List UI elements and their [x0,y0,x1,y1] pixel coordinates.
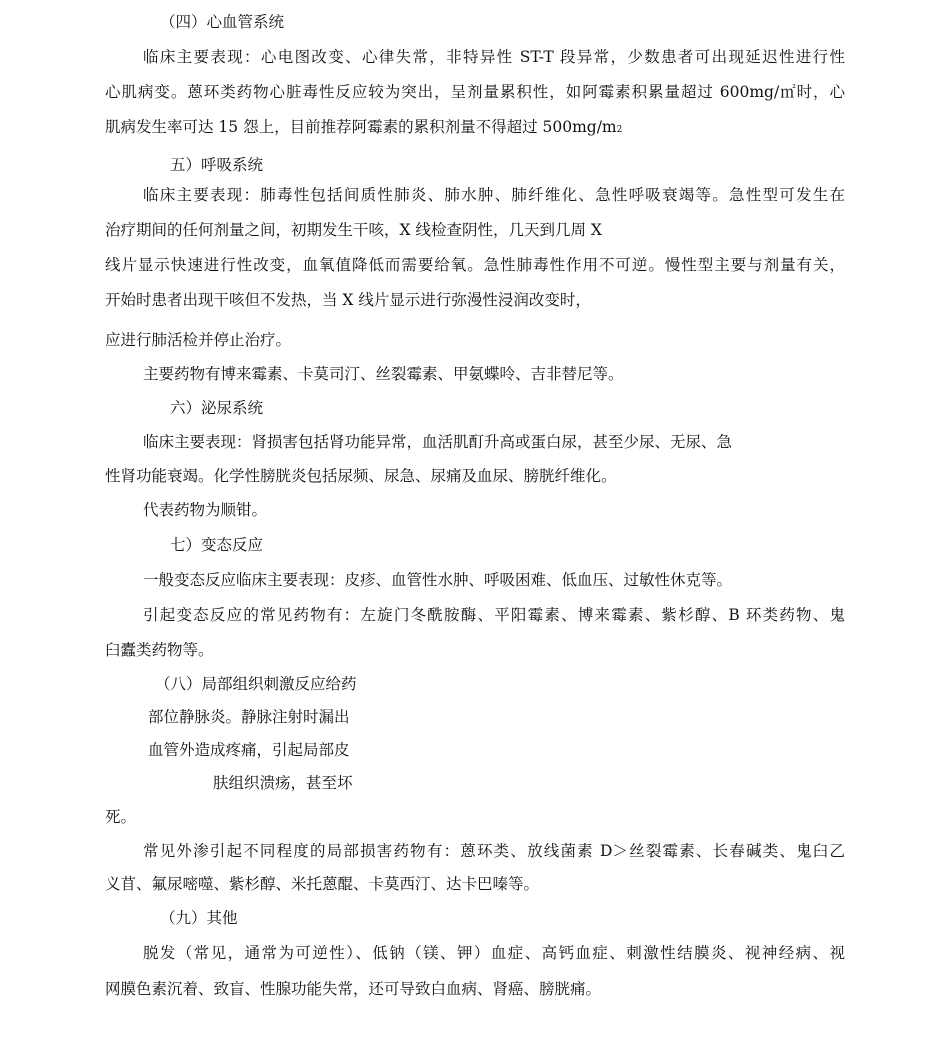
section-heading-respiratory: 五）呼吸系统 [170,156,264,174]
paragraph-line: 临床主要表现：肾损害包括肾功能异常，血活肌酊升高或蛋白尿，甚至少尿、无尿、急 [143,433,733,451]
paragraph-line: 临床主要表现：肺毒性包括间质性肺炎、肺水肿、肺纤维化、急性呼吸衰竭等。急性型可发生在 [143,186,845,204]
section-heading-urinary: 六）泌尿系统 [170,399,264,417]
paragraph-line: 治疗期间的任何剂量之间，初期发生干咳，X 线检查阴性，几天到几周 X [105,221,602,239]
subscript-2: 2 [616,125,623,135]
paragraph-line [105,117,845,140]
paragraph-line: 部位静脉炎。静脉注射时漏出 [148,708,350,726]
paragraph-line: 线片显示快速进行性改变，血氧值降低而需要给氧。急性肺毒性作用不可逆。慢性型主要与剂量有关， [105,256,845,274]
paragraph-line: 应进行肺活检并停止治疗。 [105,331,292,349]
paragraph-line: 心肌病变。蒽环类药物心脏毒性反应较为突出，呈剂量累积性，如阿霉素积累量超过 600mg/㎡时，心 [105,83,845,101]
paragraph-line: 性肾功能衰竭。化学性膀胱炎包括尿频、尿急、尿痛及血尿、膀胱纤维化。 [105,467,617,485]
paragraph-line: 主要药物有博来霉素、卡莫司汀、丝裂霉素、甲氨蝶呤、吉非替尼等。 [143,365,624,383]
section-heading-allergic: 七）变态反应 [170,536,264,554]
paragraph-text: 肌病发生率可达 15 怨上，目前推荐阿霉素的累积剂量不得超过 500mg/m [105,118,617,136]
paragraph-line: 臼蠹类药物等。 [105,641,214,659]
paragraph-line: 开始时患者出现干咳但不发热，当 X 线片显示进行弥漫性浸润改变时， [105,291,591,309]
paragraph-line: 肤组织溃疡，甚至坏 [213,774,353,792]
section-heading-cardiovascular: （四）心血管系统 [160,13,285,31]
paragraph-line: 临床主要表现：心电图改变、心律失常，非特异性 ST-T 段异常，少数患者可出现延迟性进行性 [143,48,845,66]
paragraph-line: 脱发（常见，通常为可逆性）、低钠（镁、钾）血症、高钙血症、刺激性结膜炎、视神经病、视 [143,944,845,962]
paragraph-line: 网膜色素沉着、致盲、性腺功能失常，还可导致白血病、肾癌、膀胱痛。 [105,980,602,998]
section-heading-other: （九）其他 [160,909,238,927]
paragraph-line: 代表药物为顺钳。 [143,501,268,519]
paragraph-line: 一般变态反应临床主要表现：皮疹、血管性水肿、呼吸困难、低血压、过敏性休克等。 [143,571,733,589]
section-heading-local-irritation: （八）局部组织刺激反应给药 [155,675,357,693]
paragraph-line: 血管外造成疼痛，引起局部皮 [148,741,350,759]
paragraph-line: 常见外渗引起不同程度的局部损害药物有：蒽环类、放线菌素 D＞丝裂霉素、长春碱类、鬼臼乙 [143,842,845,860]
paragraph-line: 引起变态反应的常见药物有：左旋门冬酰胺酶、平阳霉素、博来霉素、紫杉醇、B 环类药物、鬼 [143,606,845,624]
paragraph-line: 死。 [105,808,137,826]
paragraph-line: 义苜、氟尿嘧噬、紫杉醇、米托蒽醌、卡莫西汀、达卡巴嗪等。 [105,875,540,893]
